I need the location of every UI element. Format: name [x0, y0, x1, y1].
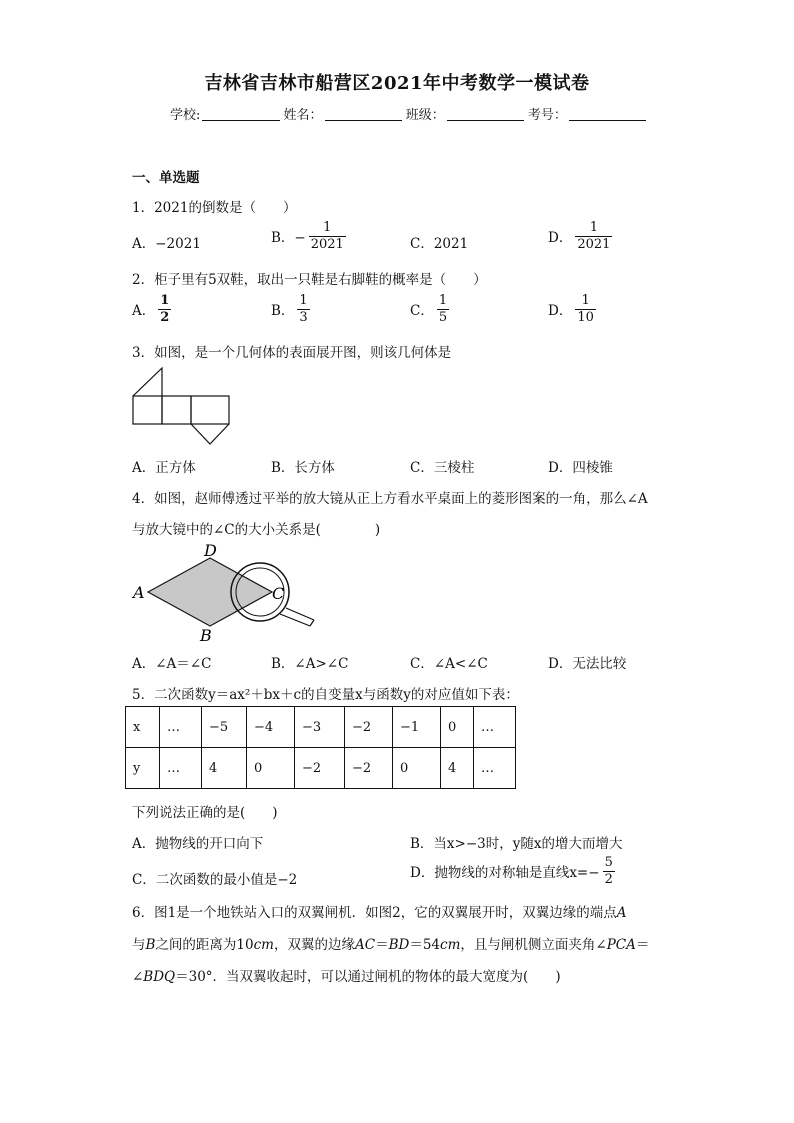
table-row	[126, 707, 516, 748]
school-label: 学校:	[170, 108, 201, 123]
q6-line1: 6．图1是一个地铁站入口的双翼闸机．如图2，它的双翼展开时，双翼边缘的端点A	[132, 905, 627, 921]
q1-stem: 1．2021的倒数是（ ）	[132, 200, 297, 216]
q3-options	[132, 456, 652, 476]
q3-option-c[interactable]: C．三棱柱	[410, 460, 475, 476]
q4-option-a[interactable]: A．∠A＝∠C	[132, 656, 212, 672]
table-row	[126, 748, 516, 789]
table-cell: …	[474, 707, 516, 748]
table-cell: y	[126, 748, 160, 789]
table-cell: −2	[345, 707, 393, 748]
q4-options	[132, 652, 652, 672]
table-cell: 4	[202, 748, 247, 789]
table-cell: −2	[345, 748, 393, 789]
student-info	[170, 104, 650, 123]
q2-option-b[interactable]: B． $\frac{1}{3}$	[271, 293, 308, 325]
table-cell: …	[160, 748, 202, 789]
net-rect-2	[162, 396, 191, 424]
table-cell: −1	[393, 707, 441, 748]
table-cell: …	[474, 748, 516, 789]
table-cell: 0	[247, 748, 295, 789]
q4-line1: 4．如图，赵师傅透过平举的放大镜从正上方看水平桌面上的菱形图案的一角，那么∠A	[132, 491, 648, 507]
table-cell: 0	[441, 707, 474, 748]
fraction: $\frac{5}{2}$	[604, 855, 613, 887]
q1-option-c[interactable]: C．2021	[410, 236, 469, 252]
table-cell: 0	[393, 748, 441, 789]
q5-stem: 5．二次函数y＝ax²＋bx＋c的自变量x与函数y的对应值如下表：	[132, 687, 519, 703]
q5-prompt: 下列说法正确的是( )	[132, 805, 278, 821]
handle-end	[310, 620, 314, 626]
name-field[interactable]	[325, 106, 402, 121]
table-cell: x	[126, 707, 160, 748]
table-cell: −3	[295, 707, 345, 748]
q6-line3: ∠BDQ＝30°．当双翼收起时，可以通过闸机的物体的最大宽度为( )	[132, 969, 561, 985]
fraction: $\frac{1}{2021}$	[310, 220, 344, 252]
net-figure	[130, 366, 235, 446]
class-label: 班级：	[405, 108, 445, 123]
q5-options-row1	[132, 832, 652, 852]
fraction: $\frac{1}{5}$	[438, 293, 448, 325]
q3-stem: 3．如图，是一个几何体的表面展开图，则该几何体是	[132, 345, 452, 361]
q2-stem: 2．柜子里有5双鞋，取出一只鞋是右脚鞋的概率是（ ）	[132, 272, 487, 288]
table-cell: 4	[441, 748, 474, 789]
label-a: A	[133, 583, 145, 602]
q5-option-a[interactable]: A．抛物线的开口向下	[132, 836, 264, 852]
table-cell: −5	[202, 707, 247, 748]
school-field[interactable]	[202, 106, 279, 121]
q5-option-d[interactable]: D．抛物线的对称轴是直线x=− $\frac{5}{2}$	[410, 855, 613, 887]
net-rect-1	[133, 396, 162, 424]
q4-option-b[interactable]: B．∠A>∠C	[271, 656, 349, 672]
q5-option-c[interactable]: C．二次函数的最小值是−2	[132, 872, 298, 888]
table-cell: −2	[295, 748, 345, 789]
q4-option-d[interactable]: D．无法比较	[548, 656, 627, 672]
class-field[interactable]	[447, 106, 524, 121]
label-b: B	[200, 626, 212, 645]
q2-option-d[interactable]: D． $\frac{1}{10}$	[548, 293, 594, 325]
net-rect-3	[191, 396, 229, 424]
rhombus-shape	[148, 558, 272, 626]
q3-option-d[interactable]: D．四棱锥	[548, 460, 613, 476]
section-heading: 一、单选题	[132, 170, 200, 186]
q2-option-a[interactable]: A． $\frac{1}{2}$	[132, 293, 170, 325]
q4-option-c[interactable]: C．∠A<∠C	[410, 656, 488, 672]
fraction: $\frac{1}{10}$	[577, 293, 594, 325]
net-triangle-bottom	[191, 424, 229, 444]
q3-option-a[interactable]: A．正方体	[132, 460, 196, 476]
q6-text	[132, 897, 662, 993]
q1-option-a[interactable]: A．−2021	[132, 236, 201, 252]
table-cell: …	[160, 707, 202, 748]
q4-line2: 与放大镜中的∠C的大小关系是( )	[132, 522, 381, 538]
number-label: 考号：	[527, 108, 567, 123]
fraction: $\frac{1}{2021}$	[577, 220, 611, 252]
label-d: D	[204, 541, 217, 560]
net-triangle-top	[133, 368, 162, 396]
q5-options-row2	[132, 856, 652, 896]
table-cell: −4	[247, 707, 295, 748]
value-table	[125, 706, 516, 789]
rhombus-magnifier-figure	[130, 542, 320, 647]
name-label: 姓名：	[283, 108, 323, 123]
fraction: $\frac{1}{2}$	[160, 293, 170, 325]
q6-line2: 与B之间的距离为10cm，双翼的边缘AC＝BD＝54cm，且与闸机侧立面夹角∠PCA＝	[132, 937, 650, 953]
q2-option-c[interactable]: C． $\frac{1}{5}$	[410, 293, 448, 325]
q2-options	[132, 294, 652, 334]
exam-title: 吉林省吉林市船营区2021年中考数学一模试卷	[204, 73, 590, 94]
q3-option-b[interactable]: B．长方体	[271, 460, 335, 476]
q5-option-b[interactable]: B．当x>−3时，y随x的增大而增大	[410, 836, 623, 852]
q1-option-d[interactable]: D． $\frac{1}{2021}$	[548, 220, 611, 252]
label-c: C	[272, 584, 285, 603]
fraction: $\frac{1}{3}$	[299, 293, 308, 325]
q1-options	[132, 220, 652, 264]
number-field[interactable]	[569, 106, 646, 121]
q1-option-b[interactable]: B．− $\frac{1}{2021}$	[271, 220, 344, 252]
